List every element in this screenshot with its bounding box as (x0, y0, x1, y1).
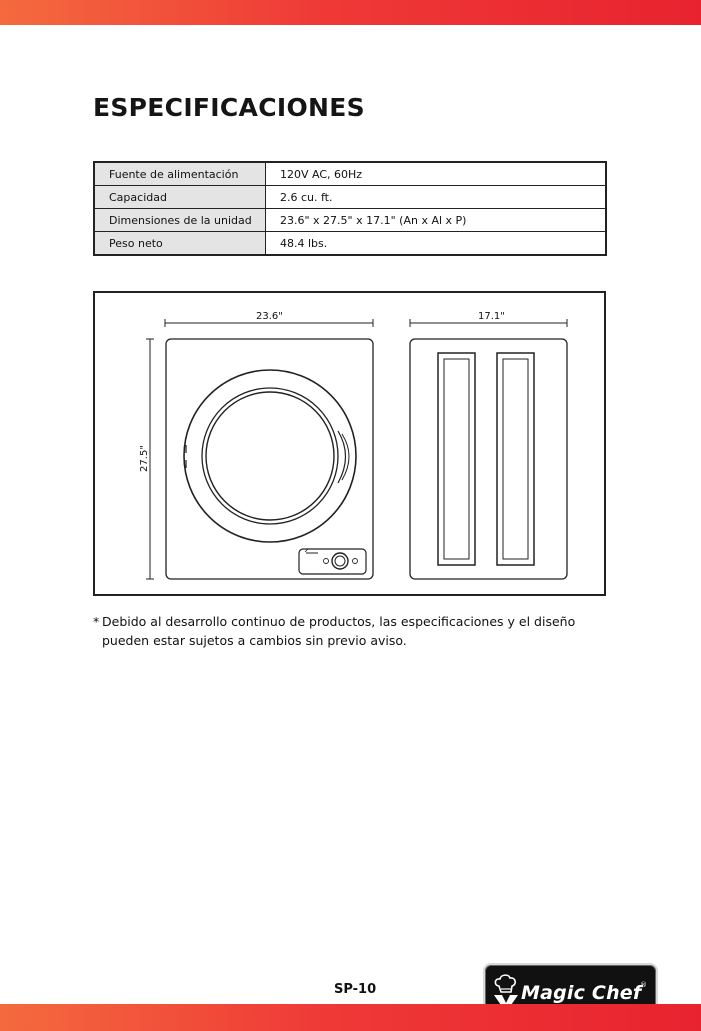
spec-value: 2.6 cu. ft. (266, 186, 607, 209)
table-row (94, 162, 606, 186)
bottom-accent-bar (0, 1004, 701, 1031)
page-number: SP-10 (334, 982, 377, 997)
specifications-table (93, 161, 607, 256)
top-accent-bar (0, 0, 701, 25)
table-row (94, 186, 606, 209)
spec-value: 23.6" x 27.5" x 17.1" (An x Al x P) (266, 209, 607, 232)
dryer-drawing (95, 293, 604, 594)
spec-value: 120V AC, 60Hz (266, 162, 607, 186)
disclaimer-note (93, 612, 613, 650)
brand-name: Magic Chef (521, 982, 642, 1004)
spec-label: Fuente de alimentación (94, 162, 266, 186)
spec-label: Peso neto (94, 232, 266, 256)
table-row (94, 209, 606, 232)
note-text: Debido al desarrollo continuo de productos, las especificaciones y el diseño pueden estar sujetos a cambios sin previo aviso. (102, 614, 576, 648)
dryer-side-view (410, 339, 567, 579)
note-asterisk: * (93, 614, 100, 629)
height-label: 27.5" (138, 445, 150, 472)
registered-mark: ® (640, 981, 647, 989)
page-title: ESPECIFICACIONES (93, 93, 365, 122)
depth-label: 17.1" (475, 311, 508, 322)
dryer-front-view (166, 339, 373, 579)
spec-label: Capacidad (94, 186, 266, 209)
width-label: 23.6" (253, 311, 286, 322)
dimensions-diagram (93, 291, 606, 596)
spec-value: 48.4 lbs. (266, 232, 607, 256)
spec-label: Dimensiones de la unidad (94, 209, 266, 232)
table-row (94, 232, 606, 256)
